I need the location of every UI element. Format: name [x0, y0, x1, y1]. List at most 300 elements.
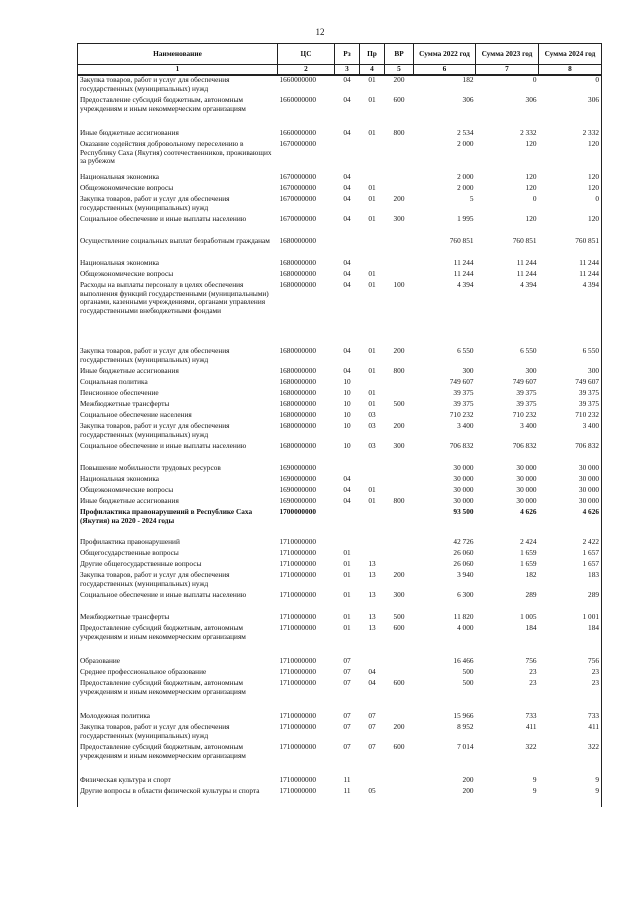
cell-rz: 04	[343, 366, 351, 375]
cell-sum-2022: 306	[462, 95, 474, 104]
cell-vr: 300	[393, 590, 405, 599]
cell-rz: 04	[343, 280, 351, 289]
cell-sum-2023: 300	[525, 366, 537, 375]
cell-rz: 10	[343, 421, 351, 430]
cell-vr: 300	[393, 214, 405, 223]
cell-cs: 1710000000	[279, 590, 316, 599]
cell-name: Другие общегосударственные вопросы	[78, 560, 278, 571]
cell-sum-2024: 1 657	[539, 549, 602, 560]
cell-rz: 04	[343, 214, 351, 223]
cell-rz: 01	[343, 548, 351, 557]
cell-rz: 07	[343, 667, 351, 676]
table-row	[78, 215, 602, 237]
cell-sum-2022: 1 995	[457, 214, 474, 223]
cell-vr: 500	[393, 612, 405, 621]
cell-name: Национальная экономика	[78, 259, 278, 270]
cell-sum-2023: 710 232	[512, 410, 537, 419]
cell-vr	[385, 237, 414, 259]
column-number: 6	[414, 65, 476, 76]
cell-sum-2022: 760 851	[449, 236, 474, 245]
cell-rz: 04	[343, 346, 351, 355]
table-row	[78, 571, 602, 591]
cell-rz: 04	[343, 95, 351, 104]
cell-sum-2024: 411	[539, 723, 602, 743]
cell-sum-2022: 2 000	[457, 139, 474, 148]
cell-vr: 600	[393, 678, 405, 687]
cell-cs: 1710000000	[279, 742, 316, 751]
cell-name: Образование	[78, 657, 278, 668]
cell-pr: 07	[368, 742, 376, 751]
col-header-sum-2022: Сумма 2022 год	[414, 44, 476, 65]
cell-pr: 04	[368, 678, 376, 687]
cell-name: Профилактика правонарушений в Республике Саха (Якутия) на 2020 - 2024 годы	[78, 508, 278, 538]
cell-name: Среднее профессиональное образование	[78, 668, 278, 679]
cell-sum-2024: 4 394	[539, 281, 602, 347]
cell-rz: 11	[343, 786, 351, 795]
cell-name: Социальное обеспечение и иные выплаты населению	[78, 442, 278, 464]
cell-name: Предоставление субсидий бюджетным, автономным учреждениям и иным некоммерческим организациям	[78, 624, 278, 657]
cell-cs: 1710000000	[279, 656, 316, 665]
cell-cs: 1690000000	[279, 463, 316, 472]
cell-pr: 01	[368, 388, 376, 397]
cell-vr	[385, 173, 414, 184]
cell-sum-2024: 23	[539, 668, 602, 679]
cell-cs: 1710000000	[279, 570, 316, 579]
col-header-vr: ВР	[385, 44, 414, 65]
cell-cs: 1680000000	[279, 421, 316, 430]
cell-name: Физическая культура и спорт	[78, 776, 278, 787]
cell-rz: 04	[343, 485, 351, 494]
cell-sum-2022: 11 820	[453, 612, 474, 621]
cell-sum-2022: 26 060	[453, 548, 474, 557]
cell-sum-2024: 4 626	[539, 508, 602, 538]
cell-cs: 1690000000	[279, 485, 316, 494]
cell-sum-2024: 120	[539, 184, 602, 195]
cell-sum-2023: 120	[525, 139, 537, 148]
table-row	[78, 281, 602, 347]
cell-cs: 1710000000	[279, 786, 316, 795]
cell-vr: 200	[393, 421, 405, 430]
cell-sum-2023: 4 394	[520, 280, 537, 289]
cell-pr: 03	[368, 441, 376, 450]
cell-sum-2022: 8 952	[457, 722, 474, 731]
cell-pr: 13	[368, 590, 376, 599]
column-number: 7	[476, 65, 539, 76]
cell-pr: 01	[368, 194, 376, 203]
cell-vr	[385, 538, 414, 549]
cell-cs: 1660000000	[279, 75, 316, 84]
cell-name: Иные бюджетные ассигнования	[78, 367, 278, 378]
cell-sum-2022: 3 940	[457, 570, 474, 579]
cell-rz: 04	[343, 194, 351, 203]
cell-sum-2024: 3 400	[539, 422, 602, 442]
cell-sum-2023: 0	[532, 194, 537, 203]
cell-sum-2024: 0	[539, 75, 602, 96]
cell-cs: 1680000000	[279, 346, 316, 355]
cell-name: Межбюджетные трансферты	[78, 400, 278, 411]
cell-sum-2022: 11 244	[453, 269, 474, 278]
cell-sum-2022: 39 375	[453, 388, 474, 397]
cell-sum-2024: 9	[539, 787, 602, 807]
cell-name: Закупка товаров, работ и услуг для обеспечения государственных (муниципальных) нужд	[78, 571, 278, 591]
cell-sum-2023: 120	[525, 172, 537, 181]
cell-rz: 10	[343, 377, 351, 386]
table-body	[78, 75, 602, 807]
cell-cs: 1670000000	[279, 194, 316, 203]
cell-sum-2022: 710 232	[449, 410, 474, 419]
cell-sum-2023: 184	[525, 623, 537, 632]
cell-sum-2022: 500	[462, 667, 474, 676]
cell-name: Иные бюджетные ассигнования	[78, 497, 278, 508]
table-row	[78, 422, 602, 442]
cell-sum-2024: 30 000	[539, 497, 602, 508]
cell-rz: 04	[343, 128, 351, 137]
cell-cs: 1710000000	[279, 548, 316, 557]
cell-cs: 1680000000	[279, 377, 316, 386]
cell-vr	[385, 378, 414, 389]
cell-cs: 1710000000	[279, 612, 316, 621]
cell-pr: 01	[368, 280, 376, 289]
cell-cs: 1710000000	[279, 667, 316, 676]
cell-sum-2024: 733	[539, 712, 602, 723]
cell-name: Общеэкономические вопросы	[78, 270, 278, 281]
cell-vr: 300	[393, 441, 405, 450]
cell-pr: 01	[368, 269, 376, 278]
cell-sum-2022: 30 000	[453, 496, 474, 505]
cell-sum-2023: 706 832	[512, 441, 537, 450]
cell-sum-2024: 0	[539, 195, 602, 215]
cell-name: Расходы на выплаты персоналу в целях обеспечения выполнения функций государственными (муниципальными) органами, казенными учреждениями, органами управления государственными внебюджетными фондами	[78, 281, 278, 347]
cell-cs: 1710000000	[279, 722, 316, 731]
cell-sum-2024: 322	[539, 743, 602, 776]
cell-cs: 1700000000	[279, 507, 316, 516]
cell-vr: 800	[393, 366, 405, 375]
cell-cs: 1710000000	[279, 678, 316, 687]
cell-cs: 1680000000	[279, 280, 316, 289]
cell-vr: 200	[393, 722, 405, 731]
cell-cs: 1660000000	[279, 128, 316, 137]
cell-sum-2022: 2 534	[457, 128, 474, 137]
cell-vr: 200	[393, 194, 405, 203]
cell-name: Национальная экономика	[78, 475, 278, 486]
cell-vr: 800	[393, 496, 405, 505]
cell-sum-2022: 500	[462, 678, 474, 687]
cell-sum-2023: 322	[525, 742, 537, 751]
cell-rz: 01	[343, 623, 351, 632]
cell-vr	[385, 787, 414, 807]
table-row	[78, 723, 602, 743]
cell-pr: 03	[368, 421, 376, 430]
cell-rz: 07	[343, 678, 351, 687]
cell-name: Закупка товаров, работ и услуг для обеспечения государственных (муниципальных) нужд	[78, 347, 278, 367]
cell-sum-2023: 1 659	[520, 548, 537, 557]
cell-sum-2022: 93 500	[453, 507, 474, 516]
cell-vr	[385, 508, 414, 538]
cell-sum-2023: 3 400	[520, 421, 537, 430]
cell-sum-2023: 11 244	[516, 258, 537, 267]
cell-sum-2022: 39 375	[453, 399, 474, 408]
cell-sum-2024: 2 422	[539, 538, 602, 549]
cell-sum-2023: 23	[529, 678, 537, 687]
cell-name: Социальное обеспечение и иные выплаты населению	[78, 591, 278, 613]
cell-cs: 1710000000	[279, 775, 316, 784]
table-row	[78, 624, 602, 657]
cell-cs: 1710000000	[279, 559, 316, 568]
cell-pr	[360, 508, 385, 538]
cell-pr: 13	[368, 623, 376, 632]
cell-rz	[335, 140, 360, 173]
col-header-rz: Рз	[335, 44, 360, 65]
cell-rz: 01	[343, 590, 351, 599]
cell-name: Социальная политика	[78, 378, 278, 389]
table-row	[78, 679, 602, 712]
cell-cs: 1680000000	[279, 258, 316, 267]
cell-sum-2023: 30 000	[516, 496, 537, 505]
cell-sum-2022: 16 466	[453, 656, 474, 665]
cell-name: Иные бюджетные ассигнования	[78, 129, 278, 140]
cell-sum-2022: 42 726	[453, 537, 474, 546]
cell-vr: 800	[393, 128, 405, 137]
cell-name: Закупка товаров, работ и услуг для обеспечения государственных (муниципальных) нужд	[78, 75, 278, 96]
cell-rz: 10	[343, 410, 351, 419]
cell-sum-2024: 120	[539, 140, 602, 173]
cell-sum-2022: 182	[462, 75, 474, 84]
cell-sum-2023: 9	[532, 775, 537, 784]
cell-sum-2022: 30 000	[453, 463, 474, 472]
cell-sum-2024: 183	[539, 571, 602, 591]
cell-name: Закупка товаров, работ и услуг для обеспечения государственных (муниципальных) нужд	[78, 195, 278, 215]
cell-rz: 07	[343, 722, 351, 731]
cell-sum-2024: 11 244	[539, 259, 602, 270]
cell-sum-2024: 749 607	[539, 378, 602, 389]
cell-sum-2023: 0	[532, 75, 537, 84]
cell-cs: 1690000000	[279, 474, 316, 483]
cell-pr: 03	[368, 410, 376, 419]
cell-sum-2023: 39 375	[516, 399, 537, 408]
cell-name: Пенсионное обеспечение	[78, 389, 278, 400]
cell-cs: 1670000000	[279, 139, 316, 148]
cell-sum-2022: 200	[462, 786, 474, 795]
cell-sum-2022: 6 300	[457, 590, 474, 599]
cell-rz: 04	[343, 183, 351, 192]
cell-vr	[385, 657, 414, 668]
cell-sum-2023: 182	[525, 570, 537, 579]
cell-sum-2024: 6 550	[539, 347, 602, 367]
cell-rz: 01	[343, 612, 351, 621]
cell-rz: 10	[343, 441, 351, 450]
cell-cs: 1680000000	[279, 269, 316, 278]
column-number: 2	[278, 65, 335, 76]
cell-sum-2024: 289	[539, 591, 602, 613]
cell-sum-2022: 30 000	[453, 485, 474, 494]
cell-sum-2022: 6 550	[457, 346, 474, 355]
cell-rz: 01	[343, 570, 351, 579]
table-row	[78, 347, 602, 367]
cell-rz: 10	[343, 388, 351, 397]
cell-rz: 10	[343, 399, 351, 408]
cell-rz: 04	[343, 172, 351, 181]
table-row	[78, 75, 602, 96]
budget-table	[77, 43, 602, 807]
cell-sum-2022: 7 014	[457, 742, 474, 751]
cell-name: Социальное обеспечение и иные выплаты населению	[78, 215, 278, 237]
column-number: 3	[335, 65, 360, 76]
cell-vr	[385, 140, 414, 173]
cell-vr	[385, 475, 414, 486]
cell-sum-2023: 2 424	[520, 537, 537, 546]
cell-sum-2024: 1 001	[539, 613, 602, 624]
cell-name: Общеэкономические вопросы	[78, 184, 278, 195]
cell-rz: 07	[343, 711, 351, 720]
cell-pr	[360, 464, 385, 475]
cell-pr: 01	[368, 496, 376, 505]
cell-sum-2022: 200	[462, 775, 474, 784]
cell-sum-2023: 756	[525, 656, 537, 665]
cell-sum-2024: 306	[539, 96, 602, 129]
cell-pr: 13	[368, 559, 376, 568]
table-row	[78, 96, 602, 129]
cell-pr: 01	[368, 214, 376, 223]
cell-pr: 01	[368, 366, 376, 375]
cell-sum-2023: 30 000	[516, 485, 537, 494]
cell-rz: 04	[343, 75, 351, 84]
col-header-sum-2024: Сумма 2024 год	[539, 44, 602, 65]
cell-rz	[335, 237, 360, 259]
cell-sum-2023: 411	[525, 722, 537, 731]
cell-sum-2022: 2 000	[457, 172, 474, 181]
cell-name: Закупка товаров, работ и услуг для обеспечения государственных (муниципальных) нужд	[78, 723, 278, 743]
cell-pr: 01	[368, 75, 376, 84]
cell-rz: 07	[343, 656, 351, 665]
cell-sum-2024: 39 375	[539, 400, 602, 411]
table-row	[78, 442, 602, 464]
cell-pr: 01	[368, 183, 376, 192]
cell-sum-2024: 30 000	[539, 464, 602, 475]
column-number: 5	[385, 65, 414, 76]
cell-vr: 600	[393, 95, 405, 104]
cell-sum-2023: 30 000	[516, 474, 537, 483]
column-number: 8	[539, 65, 602, 76]
cell-name: Предоставление субсидий бюджетным, автономным учреждениям и иным некоммерческим организациям	[78, 96, 278, 129]
cell-cs: 1710000000	[279, 711, 316, 720]
cell-sum-2022: 300	[462, 366, 474, 375]
cell-pr: 01	[368, 346, 376, 355]
cell-cs: 1690000000	[279, 496, 316, 505]
cell-rz: 04	[343, 258, 351, 267]
cell-sum-2023: 23	[529, 667, 537, 676]
cell-sum-2024: 11 244	[539, 270, 602, 281]
cell-sum-2023: 4 626	[520, 507, 537, 516]
cell-sum-2022: 4 000	[457, 623, 474, 632]
table-row	[78, 743, 602, 776]
cell-rz: 07	[343, 742, 351, 751]
cell-sum-2023: 306	[525, 95, 537, 104]
cell-name: Национальная экономика	[78, 173, 278, 184]
cell-sum-2023: 39 375	[516, 388, 537, 397]
cell-sum-2023: 9	[532, 786, 537, 795]
header-row	[78, 44, 602, 65]
cell-vr	[385, 549, 414, 560]
col-header-sum-2023: Сумма 2023 год	[476, 44, 539, 65]
cell-sum-2024: 760 851	[539, 237, 602, 259]
cell-cs: 1710000000	[279, 623, 316, 632]
cell-sum-2023: 1 659	[520, 559, 537, 568]
cell-sum-2024: 756	[539, 657, 602, 668]
cell-name: Предоставление субсидий бюджетным, автономным учреждениям и иным некоммерческим организациям	[78, 743, 278, 776]
column-number: 1	[78, 65, 278, 76]
table-row	[78, 787, 602, 807]
cell-pr: 04	[368, 667, 376, 676]
cell-sum-2023: 1 005	[520, 612, 537, 621]
cell-cs: 1660000000	[279, 95, 316, 104]
cell-name: Межбюджетные трансферты	[78, 613, 278, 624]
cell-rz: 01	[343, 559, 351, 568]
table-row	[78, 508, 602, 538]
cell-name: Общеэкономические вопросы	[78, 486, 278, 497]
cell-name: Социальное обеспечение населения	[78, 411, 278, 422]
cell-vr	[385, 259, 414, 270]
cell-vr: 200	[393, 346, 405, 355]
cell-name: Повышение мобильности трудовых ресурсов	[78, 464, 278, 475]
cell-sum-2022: 749 607	[449, 377, 474, 386]
cell-sum-2024: 706 832	[539, 442, 602, 464]
cell-rz: 11	[343, 775, 351, 784]
cell-sum-2024: 30 000	[539, 475, 602, 486]
column-number: 4	[360, 65, 385, 76]
cell-pr: 13	[368, 612, 376, 621]
cell-sum-2023: 120	[525, 214, 537, 223]
cell-name: Предоставление субсидий бюджетным, автономным учреждениям и иным некоммерческим организациям	[78, 679, 278, 712]
cell-name: Закупка товаров, работ и услуг для обеспечения государственных (муниципальных) нужд	[78, 422, 278, 442]
cell-sum-2024: 184	[539, 624, 602, 657]
cell-sum-2022: 4 394	[457, 280, 474, 289]
cell-cs: 1680000000	[279, 399, 316, 408]
cell-cs: 1670000000	[279, 172, 316, 181]
cell-pr: 07	[368, 722, 376, 731]
cell-name: Профилактика правонарушений	[78, 538, 278, 549]
cell-vr: 500	[393, 399, 405, 408]
cell-vr: 600	[393, 742, 405, 751]
col-header-name: Наименование	[78, 44, 278, 65]
cell-sum-2023: 289	[525, 590, 537, 599]
cell-sum-2022: 26 060	[453, 559, 474, 568]
cell-vr: 200	[393, 570, 405, 579]
cell-rz: 04	[343, 496, 351, 505]
cell-sum-2022: 706 832	[449, 441, 474, 450]
cell-sum-2024: 1 657	[539, 560, 602, 571]
cell-vr	[385, 464, 414, 475]
cell-sum-2024: 120	[539, 173, 602, 184]
cell-vr: 200	[393, 75, 405, 84]
cell-cs: 1680000000	[279, 441, 316, 450]
cell-cs: 1670000000	[279, 183, 316, 192]
cell-sum-2022: 30 000	[453, 474, 474, 483]
cell-sum-2023: 6 550	[520, 346, 537, 355]
cell-sum-2022: 11 244	[453, 258, 474, 267]
cell-cs: 1680000000	[279, 388, 316, 397]
table-row	[78, 140, 602, 173]
cell-pr: 01	[368, 95, 376, 104]
cell-pr: 01	[368, 128, 376, 137]
table-row	[78, 195, 602, 215]
cell-vr: 600	[393, 623, 405, 632]
cell-name: Молодежная политика	[78, 712, 278, 723]
cell-sum-2024: 120	[539, 215, 602, 237]
cell-sum-2024: 710 232	[539, 411, 602, 422]
cell-sum-2023: 11 244	[516, 269, 537, 278]
table-row	[78, 237, 602, 259]
cell-pr: 01	[368, 485, 376, 494]
